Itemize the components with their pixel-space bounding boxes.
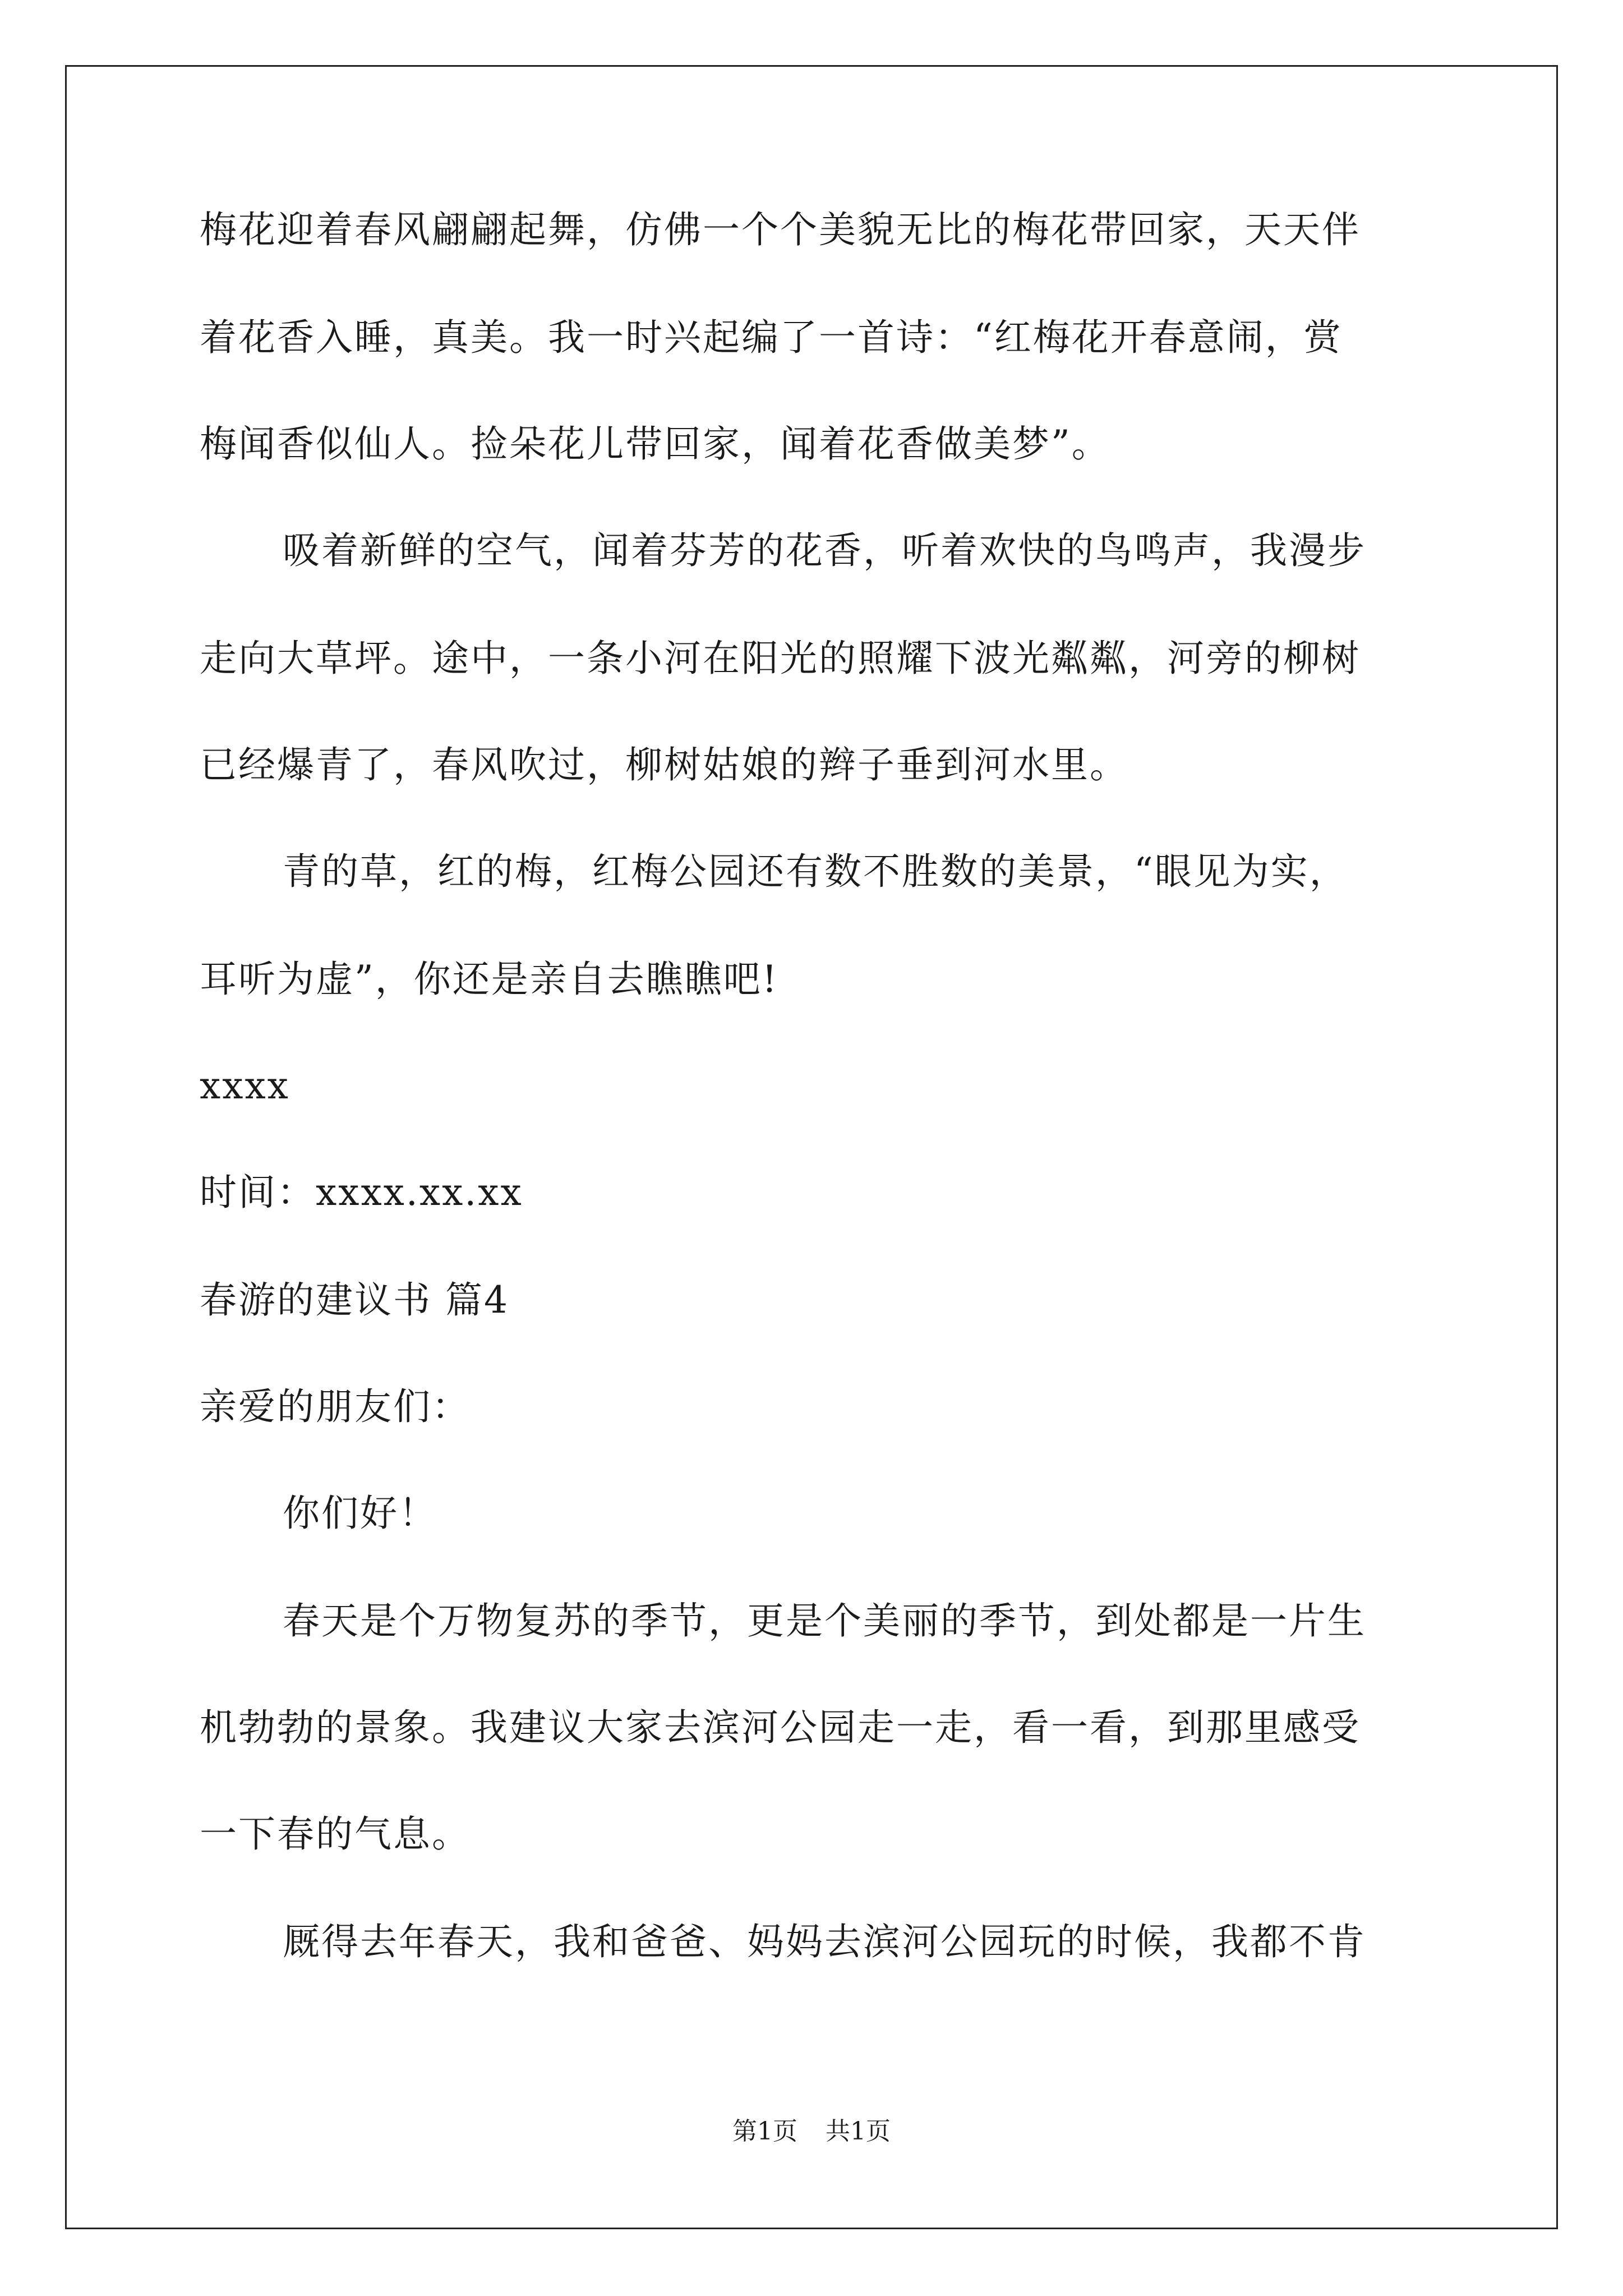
page-footer: [0, 2115, 1623, 2148]
text-line-5: 走向大草坪。途中，一条小河在阳光的照耀下波光粼粼，河旁的柳树: [200, 637, 1361, 680]
text-line-15: 机勃勃的景象。我建议大家去滨河公园走一走，看一看，到那里感受: [200, 1706, 1361, 1749]
text-line-17: 厩得去年春天，我和爸爸、妈妈去滨河公园玩的时候，我都不肯: [283, 1920, 1366, 1963]
page-number-total: 共1页: [826, 2117, 891, 2146]
author-placeholder: xxxx: [200, 1064, 290, 1107]
section-heading: 春游的建议书 篇4: [200, 1278, 509, 1322]
text-line-2: 着花香入睡，真美。我一时兴起编了一首诗：“红梅花开春意闹，赏: [200, 316, 1343, 359]
text-line-4: 吸着新鲜的空气，闻着芬芳的花香，听着欢快的鸟鸣声，我漫步: [283, 529, 1366, 572]
text-line-8: 耳听为虚”，你还是亲自去瞧瞧吧!: [200, 958, 779, 1001]
text-line-6: 已经爆青了，春风吹过，柳树姑娘的辫子垂到河水里。: [200, 743, 1128, 786]
text-line-16: 一下春的气息。: [200, 1812, 471, 1856]
greeting: 你们好！: [283, 1492, 437, 1535]
text-line-3: 梅闻香似仙人。捡朵花儿带回家，闻着花香做美梦”。: [200, 422, 1110, 466]
page-number-current: 第1页: [732, 2117, 797, 2146]
text-line-14: 春天是个万物复苏的季节，更是个美丽的季节，到处都是一片生: [283, 1599, 1366, 1642]
date-line: 时间：xxxx.xx.xx: [200, 1171, 523, 1214]
page-frame: [65, 65, 1558, 2229]
text-line-7: 青的草，红的梅，红梅公园还有数不胜数的美景，“眼见为实，: [283, 850, 1348, 893]
text-line-1: 梅花迎着春风翩翩起舞，仿佛一个个美貌无比的梅花带回家，天天伴: [200, 208, 1361, 251]
salutation: 亲爱的朋友们：: [200, 1385, 471, 1428]
